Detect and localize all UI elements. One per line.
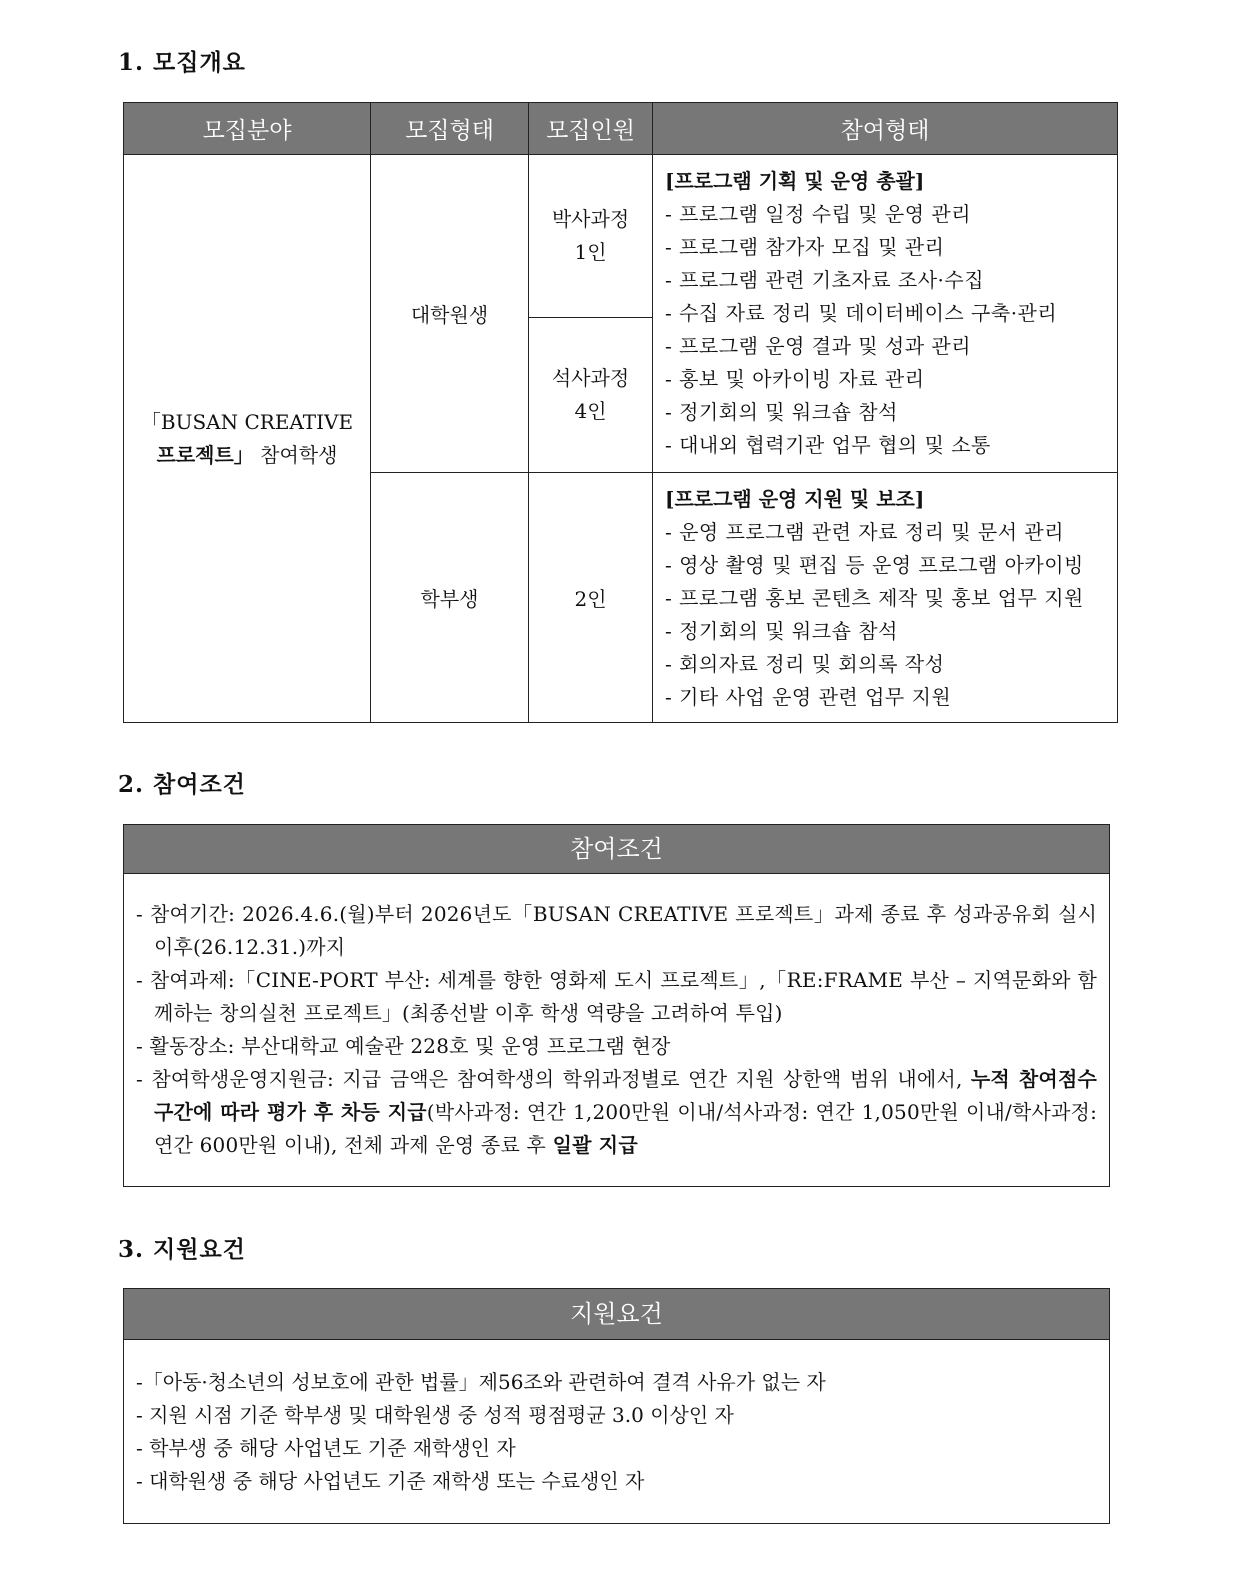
condition-pay: - 참여학생운영지원금: 지급 금액은 참여학생의 학위과정별로 연간 지원 상한액 범위 내에서, 누적 참여점수 구간에 따라 평가 후 차등 지급(박사과정: 연간 1,200만원 이내/석사과정: 연간 1,050만원 이내/학사과정: 연간 600만원 이내), 전체 과제 운영 종료 후 일괄 지급 [136,1067,1098,1157]
list-item: - 영상 촬영 및 편집 등 운영 프로그램 아카이빙 [665,553,1084,577]
grad-type-cell: 대학원생 [371,155,529,473]
recruitment-table [123,102,1118,723]
table-row [124,155,1118,318]
list-item: - 프로그램 운영 결과 및 성과 관리 [665,334,972,358]
master-count-cell: 석사과정 4인 [529,318,653,473]
section-3-title: 3. 지원요건 [118,1236,246,1263]
requirements-box [123,1288,1110,1524]
condition-period: - 참여기간: 2026.4.6.(월)부터 2026년도「BUSAN CREATIVE 프로젝트」과제 종료 후 성과공유회 실시 이후(26.12.31.)까지 [136,902,1097,959]
conditions-box-title: 참여조건 [124,825,1109,874]
table-header-row [124,103,1118,155]
list-item: - 수집 자료 정리 및 데이터베이스 구축·관리 [665,301,1058,325]
undergrad-duties-cell [653,473,1118,723]
conditions-box [123,824,1110,1187]
condition-place: - 활동장소: 부산대학교 예술관 228호 및 운영 프로그램 현장 [136,1034,671,1058]
header-field: 모집분야 [124,103,371,155]
list-item: - 대학원생 중 해당 사업년도 기준 재학생 또는 수료생인 자 [136,1469,645,1493]
list-item: - 프로그램 참가자 모집 및 관리 [665,235,945,259]
field-line-1: 「BUSAN CREATIVE [140,409,354,434]
list-item: -「아동·청소년의 성보호에 관한 법률」제56조와 관련하여 결격 사유가 없는 자 [136,1370,826,1394]
requirements-box-title: 지원요건 [124,1289,1109,1340]
recruit-field-cell [124,155,371,723]
list-item: - 운영 프로그램 관련 자료 정리 및 문서 관리 [665,520,1065,544]
phd-count-cell: 박사과정 1인 [529,155,653,318]
undergrad-duties-heading: [프로그램 운영 지원 및 보조] [665,487,925,511]
list-item: - 학부생 중 해당 사업년도 기준 재학생인 자 [136,1436,516,1460]
list-item: - 홍보 및 아카이빙 자료 관리 [665,367,925,391]
list-item: - 프로그램 일정 수립 및 운영 관리 [665,202,972,226]
condition-project: - 참여과제:「CINE-PORT 부산: 세계를 향한 영화제 도시 프로젝트」,「RE:FRAME 부산 – 지역문화와 함께하는 창의실천 프로젝트」(최종선발 이후 학생 역량을 고려하여 투입) [136,968,1097,1025]
list-item: - 기타 사업 운영 관련 업무 지원 [665,685,952,709]
undergrad-count-cell: 2인 [529,473,653,723]
list-item: - 프로그램 홍보 콘텐츠 제작 및 홍보 업무 지원 [665,586,1084,610]
list-item: - 정기회의 및 워크숍 참석 [665,400,898,424]
grad-duties-cell [653,155,1118,473]
list-item: - 프로그램 관련 기초자료 조사·수집 [665,268,985,292]
list-item: - 정기회의 및 워크숍 참석 [665,619,898,643]
header-type: 모집형태 [371,103,529,155]
list-item: - 대내외 협력기관 업무 협의 및 소통 [665,433,991,457]
list-item: - 지원 시점 기준 학부생 및 대학원생 중 성적 평점평균 3.0 이상인 자 [136,1403,734,1427]
header-role: 참여형태 [653,103,1118,155]
grad-duties-heading: [프로그램 기획 및 운영 총괄] [665,169,925,193]
section-1-title: 1. 모집개요 [118,49,246,76]
undergrad-type-cell: 학부생 [371,473,529,723]
section-2-title: 2. 참여조건 [118,771,246,798]
list-item: - 회의자료 정리 및 회의록 작성 [665,652,945,676]
header-count: 모집인원 [529,103,653,155]
field-line-2: 프로젝트」 참여학생 [156,442,338,467]
